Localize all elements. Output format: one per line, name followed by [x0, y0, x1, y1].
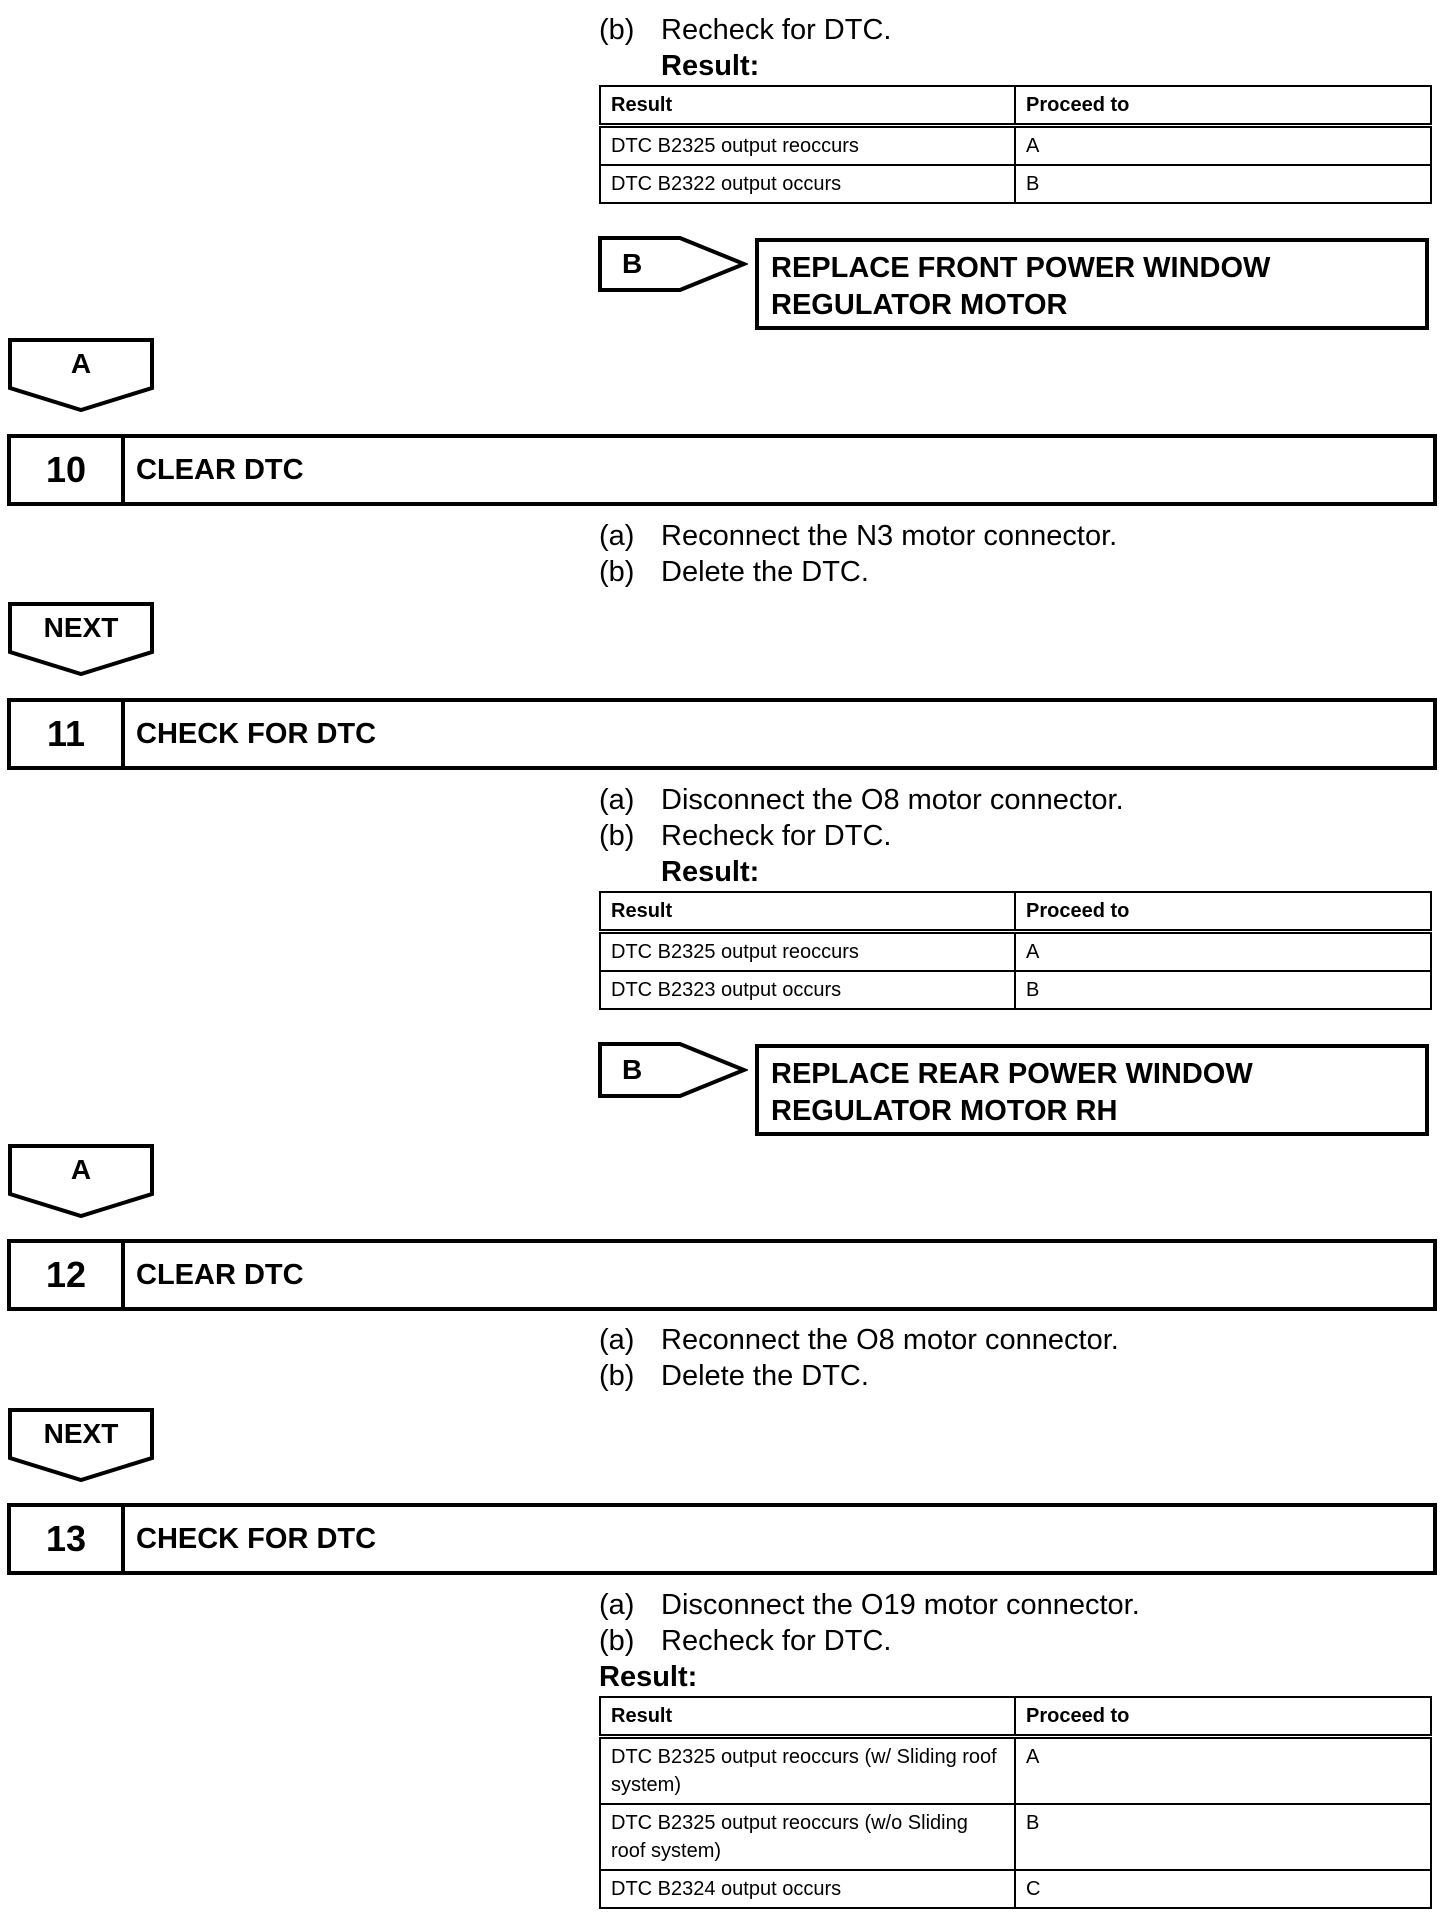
step-item-text: Recheck for DTC.	[661, 14, 892, 46]
step-title: CHECK FOR DTC	[136, 1523, 377, 1555]
step-item	[599, 12, 891, 48]
table-row	[600, 1737, 1431, 1805]
table-row	[600, 165, 1431, 203]
step-item-label: (a)	[599, 520, 635, 552]
step-item-text: Reconnect the N3 motor connector.	[661, 520, 1118, 552]
table-cell-proceed: A	[1015, 932, 1431, 972]
table-row	[600, 1870, 1431, 1908]
step-item	[599, 1358, 869, 1394]
arrow-tag-icon	[598, 1042, 748, 1102]
result-heading: Result:	[599, 1661, 698, 1693]
step-item-label: (b)	[599, 14, 635, 46]
step-number: 12	[11, 1243, 125, 1307]
step-header-12	[7, 1239, 1437, 1311]
step-item	[599, 782, 1124, 818]
table-cell-result: DTC B2325 output reoccurs (w/o Sliding roof system)	[600, 1804, 1015, 1870]
step-title: CHECK FOR DTC	[136, 718, 377, 750]
step-item-label: (b)	[599, 820, 635, 852]
table-row	[600, 932, 1431, 972]
branch-tag-label: B	[622, 1054, 643, 1085]
step-item	[599, 518, 1117, 554]
next-branch-a-tag[interactable]	[8, 338, 154, 414]
step-item-text: Recheck for DTC.	[661, 820, 892, 852]
next-step-tag[interactable]	[8, 1408, 154, 1484]
result-table	[599, 85, 1432, 204]
step-item-label: (b)	[599, 556, 635, 588]
table-cell-proceed: A	[1015, 126, 1431, 166]
table-cell-result: DTC B2325 output reoccurs	[600, 126, 1015, 166]
result-table	[599, 1696, 1432, 1909]
step-item-label: (a)	[599, 1589, 635, 1621]
result-heading: Result:	[661, 50, 760, 82]
step-number: 11	[11, 702, 125, 766]
step-number: 13	[11, 1507, 125, 1571]
flow-tag-label: A	[70, 1154, 92, 1185]
repair-action-line: REGULATOR MOTOR RH	[771, 1095, 1118, 1127]
step-item-text: Disconnect the O19 motor connector.	[661, 1589, 1140, 1621]
column-header-proceed-to: Proceed to	[1015, 1697, 1431, 1737]
step-header-10	[7, 434, 1437, 506]
step-title: CLEAR DTC	[136, 454, 304, 486]
step-item	[599, 1322, 1119, 1358]
result-heading: Result:	[661, 856, 760, 888]
step-item-text: Recheck for DTC.	[661, 1625, 892, 1657]
column-header-result: Result	[600, 892, 1015, 932]
table-cell-result: DTC B2325 output reoccurs	[600, 932, 1015, 972]
table-cell-proceed: A	[1015, 1737, 1431, 1805]
table-cell-proceed: B	[1015, 165, 1431, 203]
step-item-text: Reconnect the O8 motor connector.	[661, 1324, 1119, 1356]
table-cell-result: DTC B2324 output occurs	[600, 1870, 1015, 1908]
step-item-label: (a)	[599, 784, 635, 816]
step-item-text: Delete the DTC.	[661, 556, 869, 588]
repair-action-line: REPLACE REAR POWER WINDOW	[771, 1058, 1253, 1090]
branch-b-tag[interactable]	[598, 236, 748, 296]
table-header-row	[600, 892, 1431, 932]
step-item-label: (b)	[599, 1625, 635, 1657]
column-header-result: Result	[600, 1697, 1015, 1737]
table-cell-proceed: B	[1015, 1804, 1431, 1870]
step-item	[599, 818, 891, 854]
repair-action-line: REGULATOR MOTOR	[771, 289, 1068, 321]
table-cell-proceed: C	[1015, 1870, 1431, 1908]
step-item	[599, 554, 869, 590]
step-item-label: (b)	[599, 1360, 635, 1392]
table-row	[600, 126, 1431, 166]
step-item-text: Delete the DTC.	[661, 1360, 869, 1392]
column-header-proceed-to: Proceed to	[1015, 892, 1431, 932]
result-table	[599, 891, 1432, 1010]
repair-action-line: REPLACE FRONT POWER WINDOW	[771, 252, 1271, 284]
column-header-result: Result	[600, 86, 1015, 126]
flow-tag-label: A	[70, 348, 92, 379]
branch-b-tag[interactable]	[598, 1042, 748, 1102]
arrow-tag-icon	[598, 236, 748, 296]
next-branch-a-tag[interactable]	[8, 1144, 154, 1220]
column-header-proceed-to: Proceed to	[1015, 86, 1431, 126]
step-item	[599, 1587, 1140, 1623]
repair-action-box	[755, 1044, 1429, 1136]
table-header-row	[600, 86, 1431, 126]
step-item-label: (a)	[599, 1324, 635, 1356]
flow-tag-label: NEXT	[43, 1418, 119, 1449]
next-step-tag[interactable]	[8, 602, 154, 678]
flow-tag-label: NEXT	[43, 612, 119, 643]
table-row	[600, 971, 1431, 1009]
table-cell-result: DTC B2325 output reoccurs (w/ Sliding roof system)	[600, 1737, 1015, 1805]
table-cell-result: DTC B2323 output occurs	[600, 971, 1015, 1009]
table-cell-proceed: B	[1015, 971, 1431, 1009]
table-header-row	[600, 1697, 1431, 1737]
step-item-text: Disconnect the O8 motor connector.	[661, 784, 1124, 816]
repair-action-box	[755, 238, 1429, 330]
step-header-11	[7, 698, 1437, 770]
step-item	[599, 1623, 891, 1659]
table-row	[600, 1804, 1431, 1870]
table-cell-result: DTC B2322 output occurs	[600, 165, 1015, 203]
step-header-13	[7, 1503, 1437, 1575]
step-title: CLEAR DTC	[136, 1259, 304, 1291]
step-number: 10	[11, 438, 125, 502]
branch-tag-label: B	[622, 248, 643, 279]
